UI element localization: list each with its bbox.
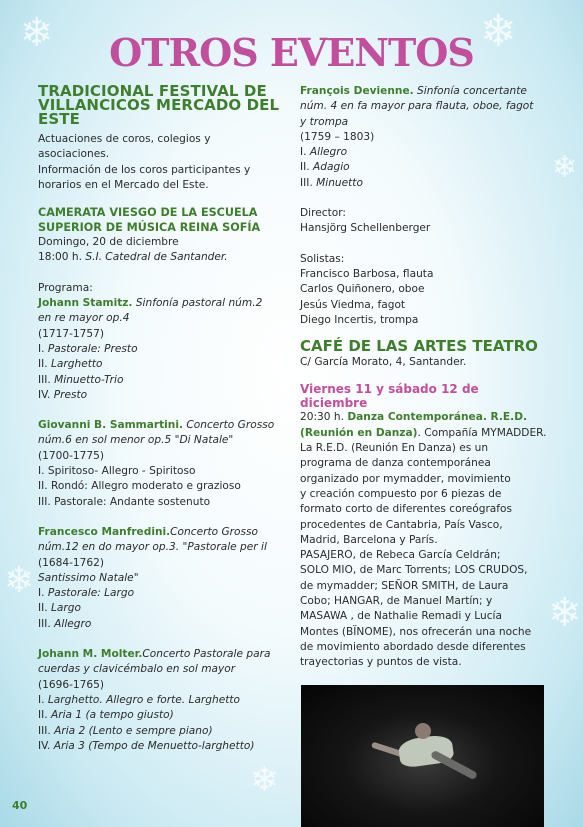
movement-num: II. (300, 161, 310, 174)
solistas-label: Solistas: (300, 252, 345, 265)
festival-desc-line: Actuaciones de coros, colegios y asociaciones. (38, 133, 211, 161)
movement-num: II. (38, 709, 48, 722)
movement (38, 724, 284, 739)
camerata-title: CAMERATA VIESGO DE LA ESCUELA (38, 206, 258, 220)
movement-num: III. (38, 373, 51, 386)
composer-years: (1696-1765) (38, 678, 105, 691)
event-desc-line: procedentes de Cantabria, País Vasco, (300, 518, 503, 531)
camerata-title: SUPERIOR DE MÚSICA REINA SOFÍA (38, 221, 261, 235)
movement-name: Presto (53, 388, 88, 401)
movement (38, 617, 284, 632)
soloist: Carlos Quiñonero, oboe (300, 283, 425, 296)
soloist: Francisco Barbosa, flauta (300, 267, 434, 280)
movement-num: I. (38, 693, 45, 706)
movement-name: Aria 2 (Lento e sempre piano) (54, 724, 213, 737)
composer-years: (1684-1762) (38, 556, 105, 569)
event-time: 18:00 h. (38, 251, 82, 264)
director-name: Hansjörg Schellenberger (300, 222, 431, 235)
movement (38, 342, 284, 357)
work-heading (38, 525, 284, 540)
event-date: Domingo, 20 de diciembre (38, 236, 179, 249)
composer-name: Francesco Manfredini. (38, 525, 171, 538)
event-desc-line: formato corto de diferentes coreógrafos (300, 503, 513, 516)
festival-desc-line: horarios en el Mercado del Este. (38, 178, 209, 191)
movement (38, 479, 284, 494)
movement-num: III. (38, 495, 51, 508)
snowflake-icon: ❄ (480, 6, 517, 57)
event-desc-line: trayectorias y puntos de vista. (300, 656, 462, 669)
movement-name: Pastorale: Presto (47, 342, 138, 355)
programa-label: Programa: (38, 281, 93, 294)
soloist: Diego Incertis, trompa (300, 313, 419, 326)
movement-name: Largo (51, 602, 81, 615)
snowflake-icon: ❄ (4, 560, 35, 601)
movement (38, 388, 284, 403)
dance-photo (301, 685, 544, 827)
snowflake-icon: ❄ (548, 590, 582, 636)
movement-num: II. (38, 358, 48, 371)
movement-num: I. (38, 587, 45, 600)
left-column (38, 84, 284, 754)
event-desc-line: Madrid, Barcelona y París. (300, 533, 438, 546)
work-title: cuerdas y clavicémbalo en sol mayor (38, 663, 236, 676)
movement-num: III. (38, 617, 51, 630)
work-title: Sinfonía pastoral núm.2 (135, 297, 263, 310)
work-title: Santissimo Natale" (38, 571, 139, 584)
director-label: Director: (300, 207, 346, 220)
movement (38, 357, 284, 372)
festival-desc-line: Información de los coros participantes y (38, 163, 251, 176)
movement-num: III. (300, 176, 313, 189)
movement (300, 160, 550, 175)
cafe-address: C/ García Morato, 4, Santander. (300, 356, 467, 369)
movement-num: I. (300, 146, 307, 159)
movement (38, 739, 284, 754)
work-heading (38, 418, 284, 433)
work-title: Concerto Grosso (170, 525, 259, 538)
movement-num: III. (38, 724, 51, 737)
movement-name: Rondó: Allegro moderato e grazioso (51, 480, 241, 493)
movement (38, 708, 284, 723)
composer-name: Giovanni B. Sammartini. (38, 419, 183, 432)
work-title: Sinfonía concertante (417, 85, 527, 97)
movement-name: Adagio (313, 161, 350, 174)
event-desc-line: SOLO MIO, de Marc Torrents; LOS CRUDOS, (300, 564, 528, 577)
movement (38, 373, 284, 388)
event-desc-line: de mymadder; SEÑOR SMITH, de Laura (300, 579, 509, 592)
event-desc-line: La R.E.D. (Reunión En Danza) es un (300, 442, 489, 455)
movement-name: Pastorale: Andante sostenuto (54, 495, 211, 508)
event-desc-line: MASAWA , de Nathalie Remadi y Lucía (300, 610, 502, 623)
composer-name: Johann M. Molter. (38, 648, 143, 661)
snowflake-icon: ❄ (250, 760, 279, 800)
festival-title: TRADICIONAL FESTIVAL DE VILLANCICOS MERCADO DEL ESTE (38, 82, 280, 128)
movement (38, 586, 284, 601)
soloist: Jesús Viedma, fagot (300, 298, 406, 311)
composer-years: (1717-1757) (38, 327, 105, 340)
movement (38, 601, 284, 616)
movement-name: Allegro (309, 146, 348, 159)
movement-name: Minuetto (316, 176, 363, 189)
work-title: núm.6 en sol menor op.5 "Di Natale" (38, 434, 234, 447)
movement-name: Larghetto (51, 358, 103, 371)
event-desc-line: PASAJERO, de Rebeca García Celdrán; (300, 549, 501, 562)
event-desc-line: organizado por mymadder, movimiento (300, 472, 511, 485)
work-title: núm. 4 en fa mayor para flauta, oboe, fagot (300, 100, 534, 113)
movement (38, 464, 284, 479)
event-heading (300, 410, 550, 425)
right-column (300, 84, 550, 671)
movement-name: Allegro (54, 617, 92, 630)
event-desc-line: Cobo; HANGAR, de Manuel Martín; y (300, 595, 493, 608)
movement (38, 693, 284, 708)
movement-num: IV. (38, 388, 51, 401)
event-dates: diciembre (300, 396, 368, 411)
page-number: 40 (12, 799, 28, 812)
composer-years: (1700-1775) (38, 449, 105, 462)
event-desc-line: y creación compuesto por 6 piezas de (300, 487, 502, 500)
event-desc-line: Montes (BÏNOME), nos ofrecerán una noche (300, 625, 532, 638)
event-desc-line: programa de danza contemporánea (300, 457, 491, 470)
movement-name: Aria 1 (a tempo giusto) (51, 709, 174, 722)
movement-num: II. (38, 480, 48, 493)
work-title: núm.12 en do mayor op.3. "Pastorale per il (38, 541, 267, 554)
dancer-figure (430, 750, 478, 781)
movement-name: Aria 3 (Tempo de Menuetto-larghetto) (53, 739, 255, 752)
work-heading (38, 647, 284, 662)
work-title: y trompa (300, 115, 349, 128)
composer-name: Johann Stamitz. (38, 297, 133, 310)
movement (38, 495, 284, 510)
dancer-figure (415, 723, 431, 739)
movement-num: I. (38, 465, 45, 478)
event-time-venue (38, 250, 284, 265)
movement (300, 176, 550, 191)
snowflake-icon: ❄ (20, 10, 54, 56)
movement-name: Larghetto. Allegro e forte. Larghetto (47, 693, 241, 706)
event-heading-cont (300, 426, 550, 441)
event-desc-line: . Compañía MYMADDER. (417, 426, 547, 439)
movement-name: Spiritoso- Allegro - Spiritoso (47, 465, 196, 478)
work-heading (38, 296, 284, 311)
work-title: Concerto Pastorale para (142, 648, 271, 661)
page-title: OTROS EVENTOS (109, 30, 474, 75)
work-heading (300, 84, 550, 99)
movement (300, 145, 550, 160)
movement-num: I. (38, 342, 45, 355)
event-name: (Reunión en Danza) (300, 426, 418, 439)
cafe-title: CAFÉ DE LAS ARTES TEATRO (300, 337, 538, 356)
movement-name: Minuetto-Trio (54, 373, 124, 386)
movement-num: II. (38, 602, 48, 615)
event-desc-line: de movimiento abordado desde diferentes (300, 640, 526, 653)
event-time: 20:30 h. (300, 411, 344, 424)
work-title: en re mayor op.4 (38, 312, 130, 325)
work-title: Concerto Grosso (186, 419, 275, 432)
event-dates: Viernes 11 y sábado 12 de (300, 382, 479, 397)
event-venue: S.I. Catedral de Santander. (85, 251, 228, 264)
composer-years: (1759 – 1803) (300, 130, 375, 143)
event-name: Danza Contemporánea. R.E.D. (347, 411, 528, 424)
movement-num: IV. (38, 739, 51, 752)
composer-name: François Devienne. (300, 85, 414, 97)
movement-name: Pastorale: Largo (47, 587, 135, 600)
snowflake-icon: ❄ (552, 150, 578, 185)
